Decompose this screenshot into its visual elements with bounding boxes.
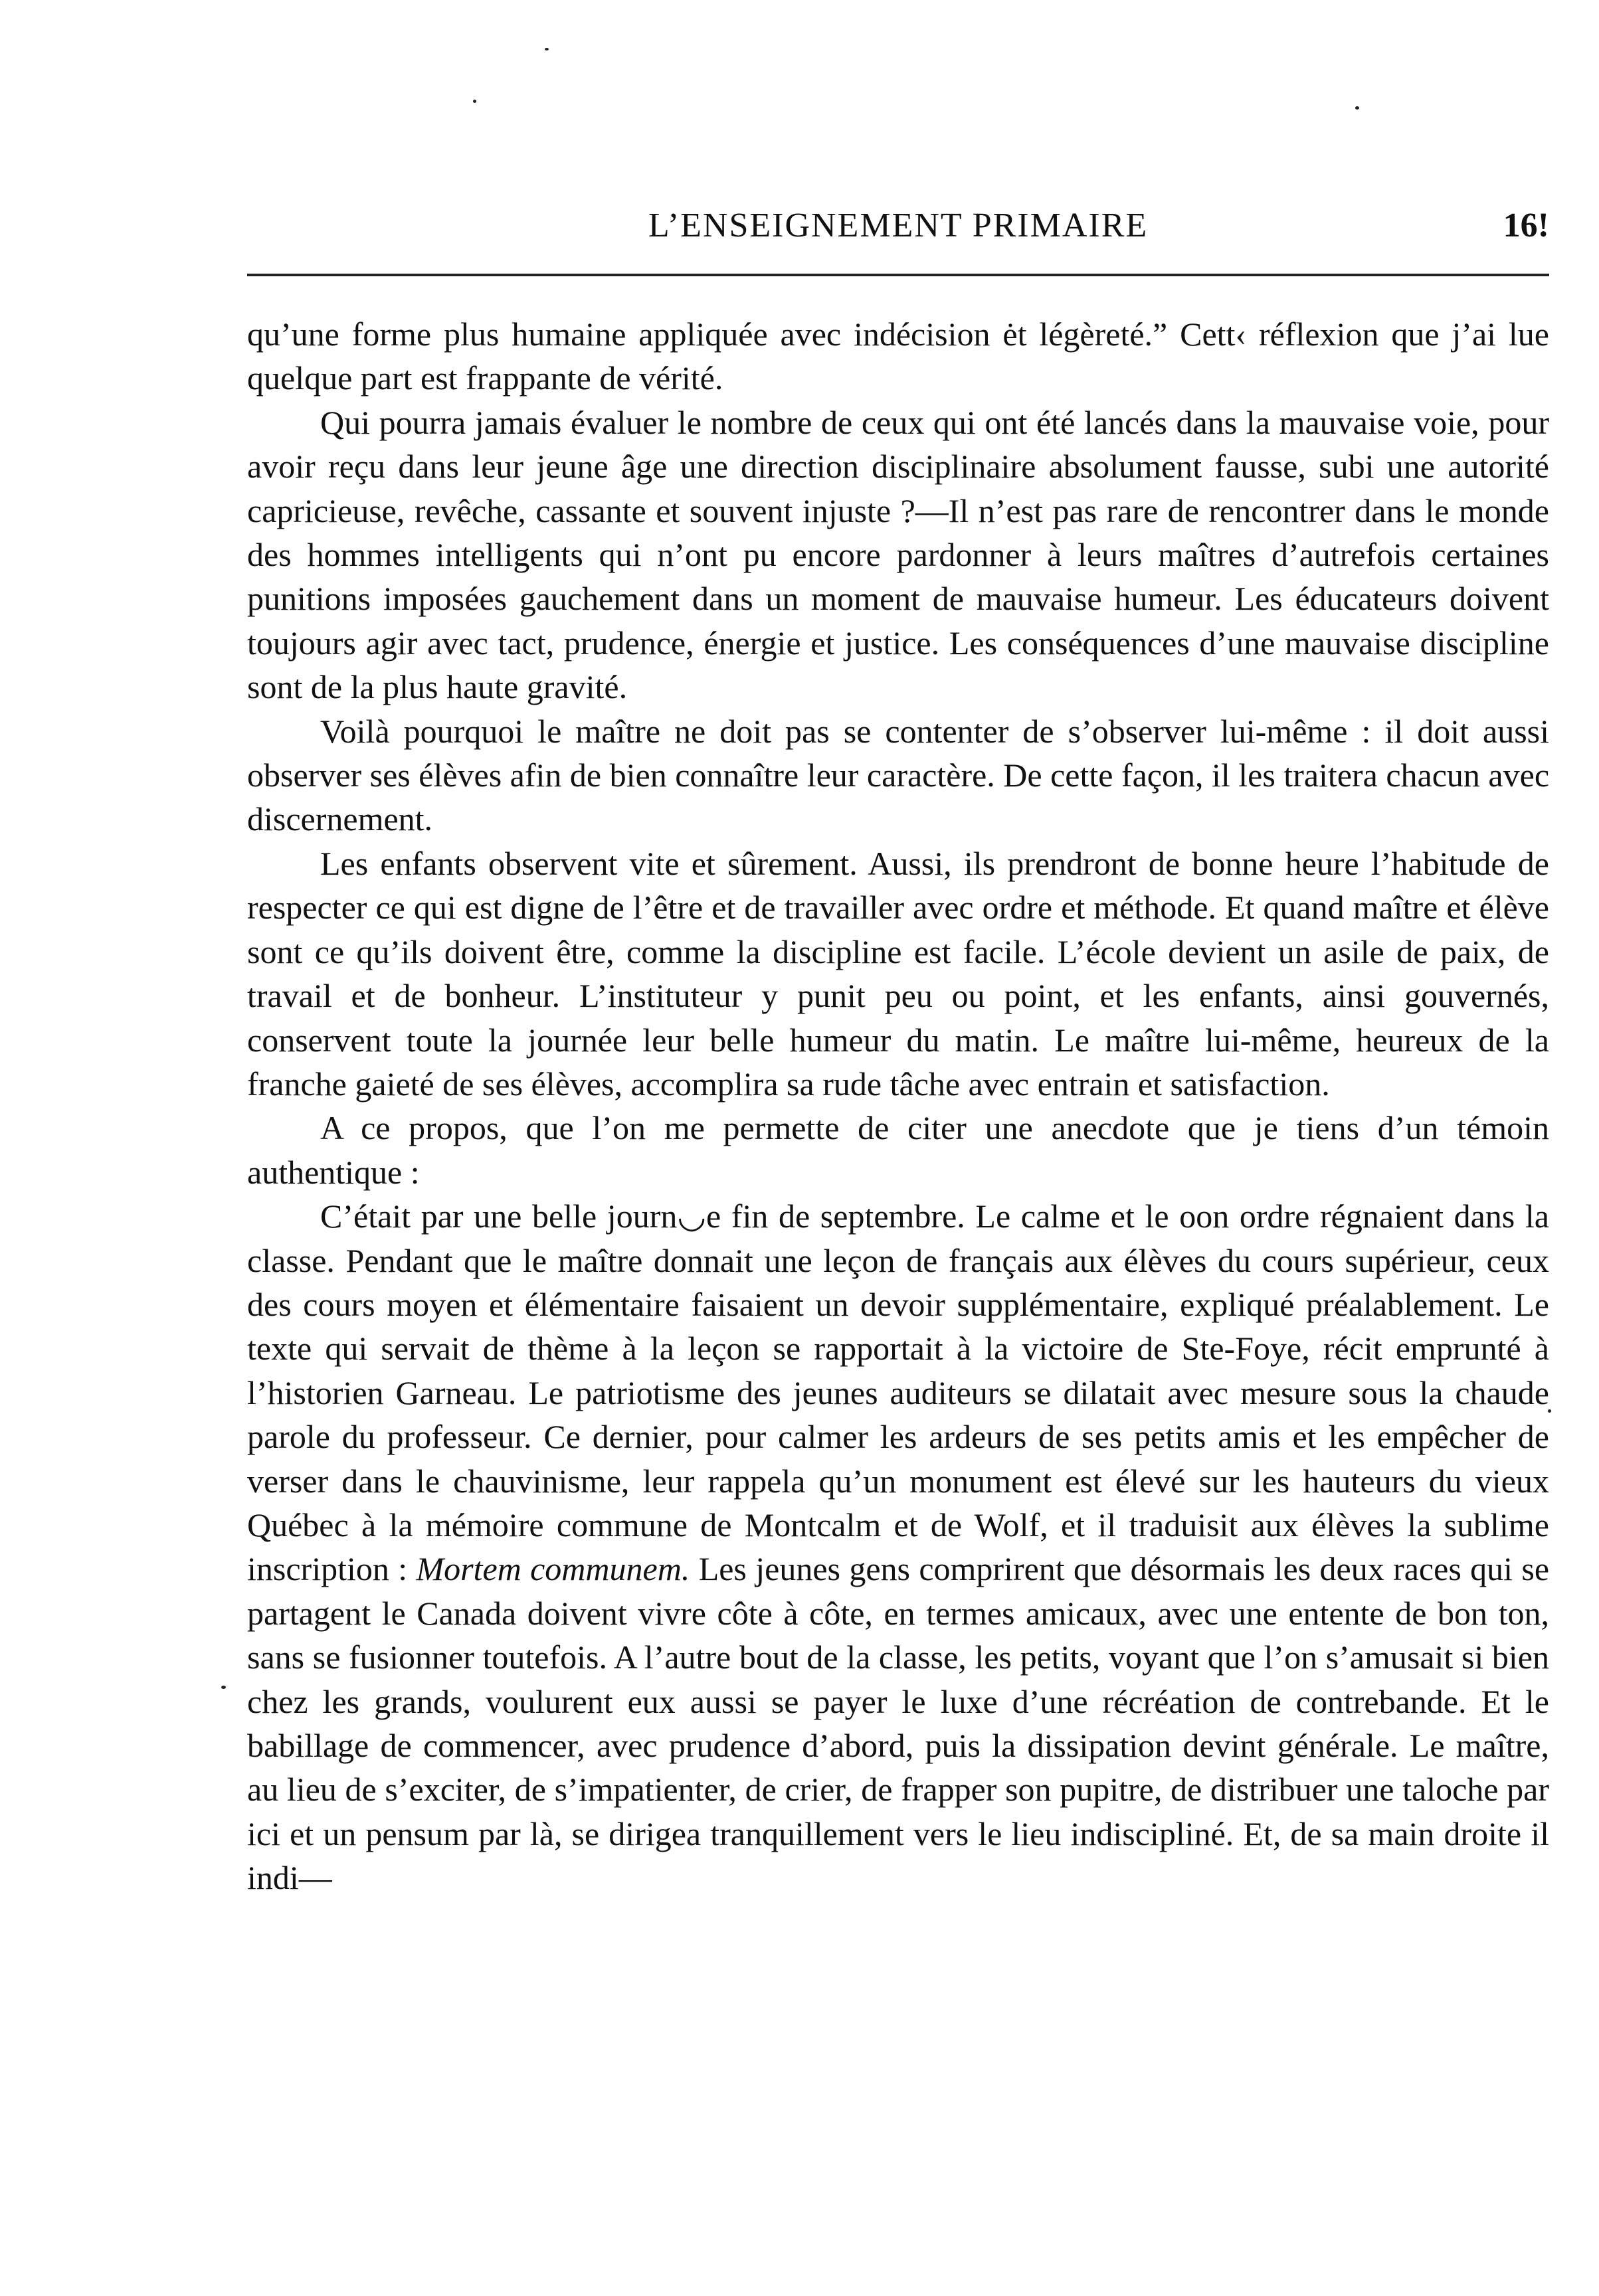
paragraph: Voilà pourquoi le maître ne doit pas se contenter de s’observer lui-même : il doit aussi observer ses élèves afin de bien connaître leur caractère. De cette façon, il les traitera chacun avec discernement. bbox=[247, 712, 1550, 838]
ink-speck bbox=[545, 48, 549, 50]
paragraph: Les enfants observent vite et sûrement. Aussi, ils prendront de bonne heure l’habitude de respecter ce qui est digne de l’être et de travailler avec ordre et méthode. Et quand maître et élève sont ce qu’ils doivent être, comme la discipline est facile. L’école devient un asile de paix, de travail et de bonheur. L’instituteur y punit peu ou point, et les enfants, ainsi gouvernés, conservent toute la journée leur belle humeur du matin. Le maître lui-même, heureux de la franche gaieté de ses élèves, accomplira sa rude tâche avec entrain et satisfaction. bbox=[247, 844, 1549, 1103]
paragraph-last bbox=[247, 1194, 1549, 1900]
ink-speck bbox=[1355, 106, 1359, 110]
page-number: 16! bbox=[1503, 207, 1549, 244]
paragraph: A ce propos, que l’on me permette de citer une anecdote que je tiens d’un témoin authentique : bbox=[247, 1109, 1549, 1191]
paragraph-text: Les jeunes gens comprirent que désormais les deux races qui se partagent le Canada doivent vivre côte à côte, en termes amicaux, avec une entente de bon ton, sans se fusionner toutefois. A l’autre bout de la classe, les petits, voyant que l’on s’amusait si bien chez les grands, voulurent eux aussi se payer le luxe d’une récréation de contrebande. Et le babillage de commencer, avec prudence d’abord, puis la dissipation devint générale. Le maître, au lieu de s’exciter, de s’impatienter, de crier, de frapper son pupitre, de distribuer une taloche par ici et un pensum par là, se dirigea tranquillement vers le lieu indiscipliné. Et, de sa main droite il indi— bbox=[247, 1550, 1550, 1897]
ink-speck bbox=[473, 100, 476, 103]
paragraph: Qui pourra jamais évaluer le nombre de ceux qui ont été lancés dans la mauvaise voie, pour avoir reçu dans leur jeune âge une direction disciplinaire absolument fausse, subi une autorité capricieuse, revêche, cassante et souvent injuste ?—Il n’est pas rare de rencontrer dans le monde des hommes intelligents qui n’ont pu encore pardonner à leurs maîtres d’autrefois certaines punitions imposées gauchement dans un moment de mauvaise humeur. Les éducateurs doivent toujours agir avec tact, prudence, énergie et justice. Les conséquences d’une mauvaise discipline sont de la plus haute gravité. bbox=[247, 403, 1549, 706]
latin-inscription: Mortem communem. bbox=[416, 1550, 690, 1588]
ink-speck bbox=[221, 1686, 226, 1689]
header-rule bbox=[247, 274, 1549, 276]
running-head bbox=[247, 199, 1549, 252]
running-title: L’ENSEIGNEMENT PRIMAIRE bbox=[648, 207, 1149, 244]
paragraph: qu’une forme plus humaine appliquée avec indécision ėt légèreté.” Cett‹ réflexion que j’ai lue quelque part est frappante de vérité. bbox=[247, 315, 1549, 397]
paragraph-text: C’était par une belle journ◡e fin de septembre. Le calme et le oon ordre régnaient dans la classe. Pendant que le maître donnait une leçon de français aux élèves du cours supérieur, ceux des cours moyen et élémentaire faisaient un devoir supplémentaire, expliqué préalablement. Le texte qui servait de thème à la leçon se rapportait à la victoire de Ste-Foye, récit emprunté à l’historien Garneau. Le patriotisme des jeunes auditeurs se dilatait avec mesure sous la chaude parole du professeur. Ce dernier, pour calmer les ardeurs de ses petits amis et les empêcher de verser dans le chauvinisme, leur rappela qu’un monument est élevé sur les hauteurs du vieux Québec à la mémoire commune de Montcalm et de Wolf, et il traduisit aux élèves la sublime inscription : bbox=[247, 1197, 1549, 1588]
body-text bbox=[247, 312, 1549, 1900]
